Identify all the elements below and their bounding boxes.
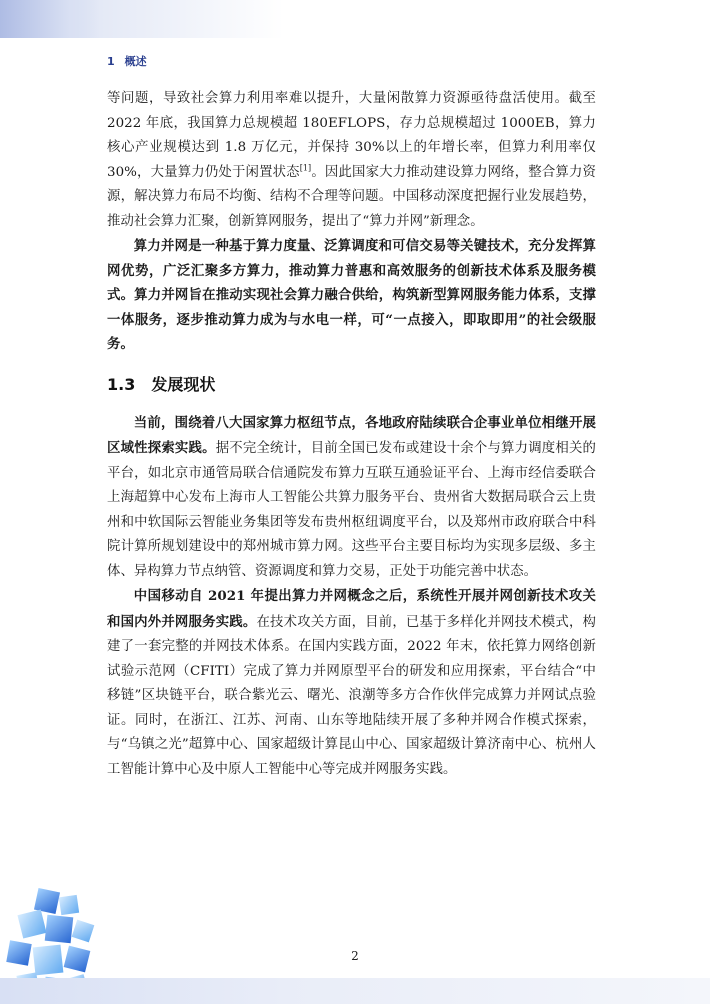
section-title: 发展现状 [151, 374, 216, 394]
chapter-number: 1 [107, 55, 115, 68]
page-number: 2 [351, 949, 359, 963]
paragraph-lead-bold: 中国移动自 2021 年提出算力并网概念之后，系统性开展并网创新技术攻关和国内外并网服务实践。 [107, 588, 596, 630]
paragraph-text: 等问题，导致社会算力利用率难以提升，大量闲散算力资源亟待盘活使用。截至 2022 年底，我国算力总规模超 180EFLOPS，存力总规模超过 1000EB，算力核心产业规模达到 1.8 万亿元，并保持 30%以上的年增长率，但算力利用率仅 30%，大量算力仍处于闲置状态 [107, 91, 596, 180]
section-number: 1.3 [107, 374, 136, 394]
paragraph-text-tail: 。因此国家大力推动建设算力网络，整合算力资源，解决算力布局不均衡、结构不合理等问题。中国移动深度把握行业发展趋势，推动社会算力汇聚，创新算网服务，提出了“算力并网”新理念。 [107, 164, 596, 229]
paragraph-definition: 算力并网是一种基于算力度量、泛算调度和可信交易等关键技术，充分发挥算网优势，广泛汇聚多方算力，推动算力普惠和高效服务的创新技术体系及服务模式。算力并网旨在推动实现社会算力融合供给，构筑新型算网服务能力体系，支撑一体服务，逐步推动算力成为与水电一样，可“一点接入，即取即用”的社会级服务。 [107, 238, 596, 352]
paragraph-body: 据不完全统计，目前全国已发布或建设十余个与算力调度相关的平台，如北京市通管局联合信通院发布算力互联互通验证平台、上海市经信委联合上海超算中心发布上海市人工智能公共算力服务平台、贵州省大数据局联合云上贵州和中软国际云智能业务集团等发布贵州枢纽调度平台，以及郑州市政府联合中科院计算所规划建设中的郑州城市算力网。这些平台主要目标均为实现多层级、多主体、异构算力节点纳管、资源调度和算力交易，正处于功能完善中状态。 [107, 441, 596, 579]
running-header [107, 53, 147, 69]
bottom-decorative-band [0, 978, 710, 1004]
paragraph-current-status [107, 411, 596, 585]
citation-ref: [1] [299, 163, 312, 173]
paragraph-lead-bold: 当前，围绕着八大国家算力枢纽节点，各地政府陆续联合企事业单位相继开展区域性探索实践。 [107, 414, 596, 456]
chapter-title: 概述 [124, 55, 147, 68]
top-corner-gradient [0, 0, 100, 38]
paragraph-body: 在技术攻关方面，目前，已基于多样化并网技术模式，构建了一套完整的并网技术体系。在国内实践方面，2022 年末，依托算力网络创新试验示范网（CFITI）完成了算力并网原型平台的研发和应用探索，平台结合“中移链”区块链平台，联合紫光云、曙光、浪潮等多方合作伙伴完成算力并网试点验证。同时，在浙江、江苏、河南、山东等地陆续开展了多种并网合作模式探索，与“乌镇之光”超算中心、国家超级计算昆山中心、国家超级计算济南中心、杭州人工智能计算中心及中原人工智能中心等完成并网服务实践。 [107, 614, 596, 777]
paragraph-continuation [107, 87, 596, 234]
top-decorative-band [0, 0, 710, 38]
page-body [107, 87, 596, 782]
paragraph-china-mobile [107, 584, 596, 782]
section-heading [107, 373, 596, 397]
